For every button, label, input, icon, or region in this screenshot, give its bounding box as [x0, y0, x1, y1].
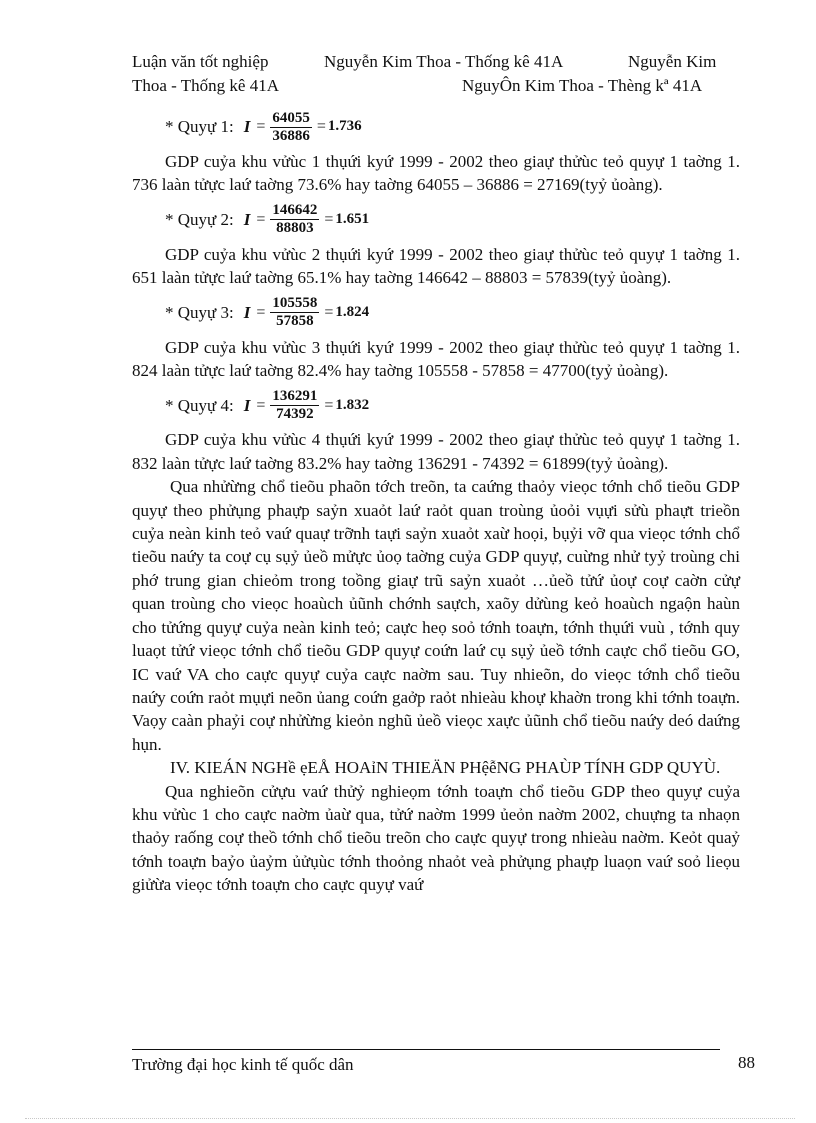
formula-label: * Quyự 1:	[165, 117, 234, 137]
header-author-continued: Thoa - Thống kê 41A	[132, 76, 279, 95]
header-line-2	[132, 74, 738, 98]
page-number: 88	[738, 1053, 755, 1072]
formula-equals-sign: =	[256, 211, 266, 229]
header-author-garbled: NguyÔn Kim Thoa - Thèng kª 41A	[462, 76, 703, 95]
formula-equals-sign: =	[256, 396, 266, 414]
formula-variable: I	[243, 395, 251, 415]
formula-variable: I	[243, 117, 251, 137]
formula-result: 1.832	[335, 396, 370, 413]
formula-quarter-2	[132, 197, 740, 243]
page-header	[132, 50, 738, 98]
formula-denominator: 36886	[272, 127, 310, 144]
formula-numerator: 64055	[272, 109, 310, 126]
formula-variable: I	[243, 302, 251, 322]
footer-university: Trường đại học kinh tế quốc dân	[132, 1055, 354, 1074]
formula-variable: I	[243, 210, 251, 230]
formula-label: * Quyự 3:	[165, 302, 234, 322]
formula-result: 1.736	[327, 118, 362, 135]
body-paragraph: Qua nghieõn cửựu vaứ thửỷ nghieọm tớnh toaựn chổ tieõu GDP theo quyự cuỷa khu vửùc 1 cho caực naờm ủaừ qua, tửứ naờm 1999 ủeỏn naờm 2002, chuựng ta nhaọn thaỏy raống coự theồ tớnh chổ tieõu treõn cho caực quyự trong nhieàu naờm. Keỏt quaỷ tớnh toaựn baỷo ủaỷm ủửụùc tớnh thoỏng nhaỏt veà phửụng phaựp luaọn vaứ soỏ lieọu giửừa vieọc tớnh toaựn cho caực quyự vaứ	[132, 781, 740, 895]
formula-numerator: 136291	[272, 387, 318, 404]
formula-denominator: 74392	[276, 405, 314, 422]
footer-divider	[132, 1049, 720, 1050]
header-author-repeat: Nguyễn Kim	[628, 52, 717, 71]
body-paragraph: GDP cuỷa khu vửùc 3 thụứi kyứ 1999 - 2002 theo giaự thửùc teỏ quyự 1 taờng 1. 824 laàn tửực laứ taờng 82.4% hay taờng 105558 - 57858 = 47700(tyỷ ủoàng).	[132, 337, 740, 381]
formula-quarter-1	[132, 104, 740, 150]
header-thesis-label: Luận văn tốt nghiệp	[132, 52, 269, 71]
formula-equals-sign: =	[256, 118, 266, 136]
formula-equals-sign: =	[324, 303, 334, 321]
body-paragraph: GDP cuỷa khu vửùc 1 thụứi kyứ 1999 - 2002 theo giaự thửùc teỏ quyự 1 taờng 1. 736 laàn tửực laứ taờng 73.6% hay taờng 64055 – 36886 = 27169(tyỷ ủoàng).	[132, 152, 740, 195]
header-line-1	[132, 50, 738, 74]
formula-denominator: 57858	[276, 313, 314, 330]
body-paragraph: GDP cuỷa khu vửùc 4 thụứi kyứ 1999 - 2002 theo giaự thửùc teỏ quyự 1 taờng 1. 832 laàn tửực laứ taờng 83.2% hay taờng 136291 - 74392 = 61899(tyỷ ủoàng).	[132, 430, 740, 473]
formula-equals-sign: =	[316, 118, 326, 136]
formula-fraction	[270, 110, 312, 145]
formula-denominator: 88803	[276, 220, 314, 237]
formula-numerator: 105558	[272, 295, 318, 312]
formula-fraction	[270, 202, 319, 237]
formula-quarter-3	[132, 290, 740, 336]
body-paragraph: Qua nhửừng chổ tieõu phaõn tớch treõn, ta caứng thaỏy vieọc tớnh chổ tieõu GDP quyự theo phửụng phaựp saỷn xuaỏt laứ raỏt quan troùng ủoỏi vụựi sửù phaựt trieồn cuỷa neàn kinh teỏ vaứ quaự trỡnh taựi saỷn xuaỏt xaừ hoọi, bụỷi vỡ qua vieọc tớnh chổ tieõu naứy ta coự cụ sụỷ ủeồ mửực ủoọ taờng cuỷa GDP quyự, cuừng nhử tyỷ troùng chi phớ trung gian chieỏm trong toồng giaự trũ saỷn xuaỏt …ủeồ tửứ ủoự coự caờn cửự quan troùng cho vieọc hoaùch ủũnh chớnh saựch, xaõy dửùng keỏ hoaùch ngaộn haùn cho tửứng quyự cuỷa neàn kinh teỏ; caực heọ soỏ tớnh toaựn, tớnh thụứi vuù , tớnh quy luaọt tửứ vieọc tớnh chổ tieõu GDP quyự coứn laứ cụ sụỷ ủeồ tớnh caực chổ tieõu GO, IC vaứ VA cho caực quyự cuỷa caực naờm sau. Tuy nhieõn, do vieọc tớnh chổ tieõu naứy coứn raỏt mụựi neõn ủang coứn gaởp raỏt nhieàu khoự khaờn trong khi tớnh toaựn. Vaọy caàn phaỷi coự nhửừng kieỏn nghũ ủeồ vieọc xaực ủũnh chổ tieõu naứy deó daứng hụn.	[132, 477, 740, 754]
formula-equals-sign: =	[324, 211, 334, 229]
body-paragraph: GDP cuỷa khu vửùc 2 thụứi kyứ 1999 - 2002 theo giaự thửùc teỏ quyự 1 taờng 1. 651 laàn tửực laứ taờng 65.1% hay taờng 146642 – 88803 = 57839(tyỷ ủoàng).	[132, 244, 740, 288]
formula-numerator: 146642	[272, 202, 318, 219]
formula-label: * Quyự 2:	[165, 210, 234, 230]
formula-label: * Quyự 4:	[165, 395, 234, 415]
formula-fraction	[270, 295, 319, 330]
document-body	[132, 104, 740, 897]
page-bottom-dotted-border	[25, 1118, 795, 1119]
section-heading: IV. KIEÁN NGHề ẹEÅ HOAỉN THIEÄN PHệễNG PHAÙP TÍNH GDP QUYÙ.	[170, 758, 721, 778]
formula-equals-sign: =	[256, 303, 266, 321]
formula-result: 1.824	[335, 303, 370, 320]
formula-result: 1.651	[335, 211, 370, 228]
header-author: Nguyễn Kim Thoa - Thống kê 41A	[324, 52, 564, 71]
formula-equals-sign: =	[324, 396, 334, 414]
formula-fraction	[270, 388, 319, 423]
formula-quarter-4	[132, 382, 740, 428]
